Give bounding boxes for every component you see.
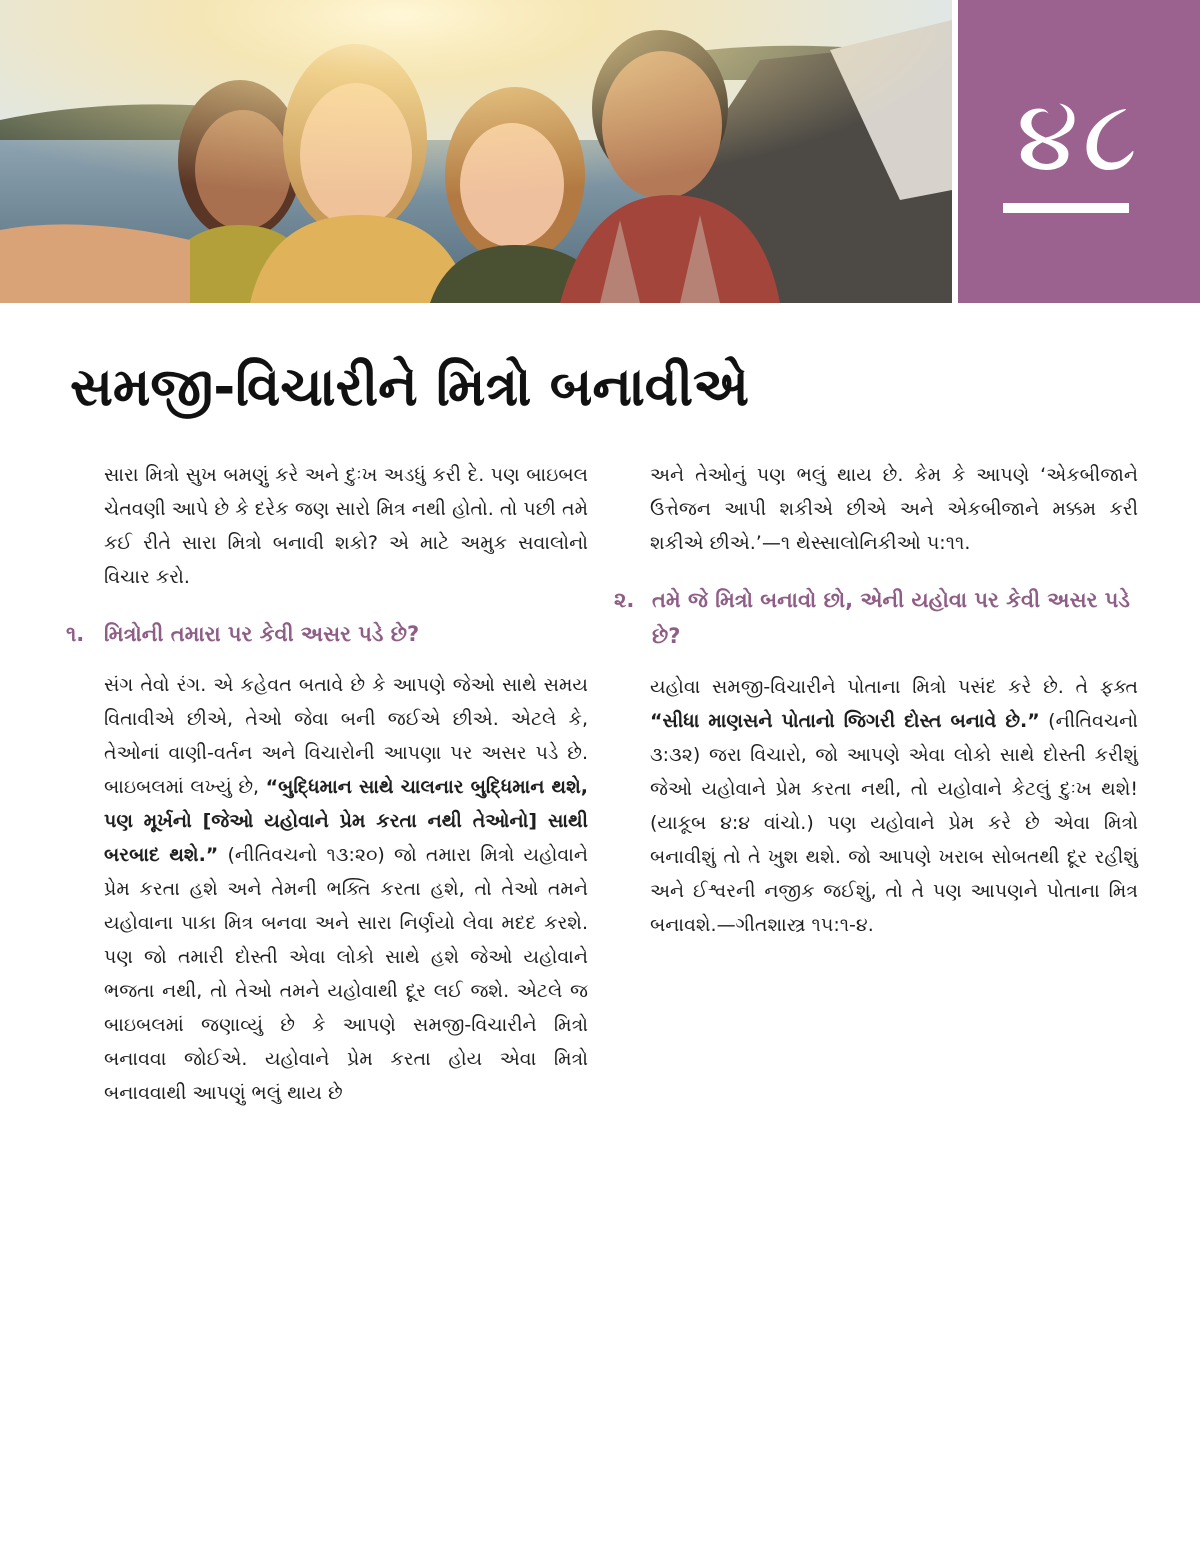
lesson-number-box — [958, 0, 1200, 303]
question-heading-2 — [614, 582, 1138, 654]
text-run: યહોવા સમજી-વિચારીને પોતાના મિત્રો પસંદ કરે છે. તે ફક્ત — [650, 676, 1138, 698]
group-selfie-photo — [0, 0, 952, 303]
header-photo — [0, 0, 952, 303]
question-text: તમે જે મિત્રો બનાવો છો, એની યહોવા પર કેવી અસર પડે છે? — [652, 588, 1130, 648]
section-1-paragraph — [66, 668, 588, 1110]
text-run: (નીતિવચનો ૧૩:૨૦) જો તમારા મિત્રો યહોવાને પ્રેમ કરતા હશે અને તેમની ભક્તિ કરતા હશે, તો તેઓ તમને યહોવાના પાકા મિત્ર બનવા અને સારા નિર્ણયો લેવા મદદ કરશે. પણ જો તમારી દોસ્તી એવા લોકો સાથે હશે જેઓ યહોવાને ભજતા નથી, તો તેઓ તમને યહોવાથી દૂર લઈ જશે. એટલે જ બાઇબલમાં જણાવ્યું છે કે આપણે સમજી-વિચારીને મિત્રો બનાવવા જોઈએ. યહોવાને પ્રેમ કરતા હોય એવા મિત્રો બનાવવાથી આપણું ભલું થાય છે — [104, 844, 589, 1104]
lesson-number: ૪૮ — [1016, 77, 1142, 194]
scripture-quote: “બુદ્ધિમાન સાથે ચાલનાર બુદ્ધિમાન થશે, પણ મૂર્ખનો [જેઓ યહોવાને પ્રેમ કરતા નથી તેઓનો] સાથી બરબાદ થશે.” — [104, 776, 588, 866]
question-text: મિત્રોની તમારા પર કેવી અસર પડે છે? — [104, 622, 420, 646]
intro-paragraph: સારા મિત્રો સુખ બમણું કરે અને દુઃખ અડધું કરી દે. પણ બાઇબલ ચેતવણી આપે છે કે દરેક જણ સારો મિત્ર નથી હોતો. તો પછી તમે કઈ રીતે સારા મિત્રો બનાવી શકો? એ માટે અમુક સવાલોનો વિચાર કરો. — [104, 464, 588, 588]
question-heading-1 — [66, 616, 588, 652]
right-column — [614, 458, 1138, 942]
text-run: સંગ તેવો રંગ. એ કહેવત બતાવે છે કે આપણે જેઓ સાથે સમય વિતાવીએ છીએ, તેઓ જેવા બની જઈએ છીએ. એટલે કે, તેઓનાં વાણી-વર્તન અને વિચારોની આપણા પર અસર પડે છે. બાઇબલમાં લખ્યું છે, — [104, 674, 588, 798]
question-number: ૨. — [614, 588, 635, 612]
question-number: ૧. — [66, 622, 85, 646]
left-column — [66, 458, 588, 1110]
section-1-continued: અને તેઓનું પણ ભલું થાય છે. કેમ કે આપણે ‘એકબીજાને ઉત્તેજન આપી શકીએ છીએ અને એકબીજાને મક્કમ કરી શકીએ છીએ.’—૧ થેસ્સાલોનિકીઓ ૫:૧૧. — [650, 464, 1138, 554]
lesson-underline — [1003, 203, 1129, 213]
section-2-paragraph — [614, 670, 1138, 942]
text-run: (નીતિવચનો ૩:૩૨) જરા વિચારો, જો આપણે એવા લોકો સાથે દોસ્તી કરીશું જેઓ યહોવાને પ્રેમ કરતા નથી, તો યહોવાને કેટલું દુઃખ થશે! (યાકૂબ ૪:૪ વાંચો.) પણ યહોવાને પ્રેમ કરે છે એવા મિત્રો બનાવીશું તો તે ખુશ થશે. જો આપણે ખરાબ સોબતથી દૂર રહીશું અને ઈશ્વરની નજીક જઈશું, તો તે પણ આપણને પોતાના મિત્ર બનાવશે.—ગીતશાસ્ત્ર ૧૫:૧-૪. — [650, 710, 1138, 936]
page-title: સમજી-વિચારીને મિત્રો બનાવીએ — [70, 357, 749, 418]
scripture-quote: “સીધા માણસને પોતાનો જિગરી દોસ્ત બનાવે છે.” — [650, 710, 1040, 732]
